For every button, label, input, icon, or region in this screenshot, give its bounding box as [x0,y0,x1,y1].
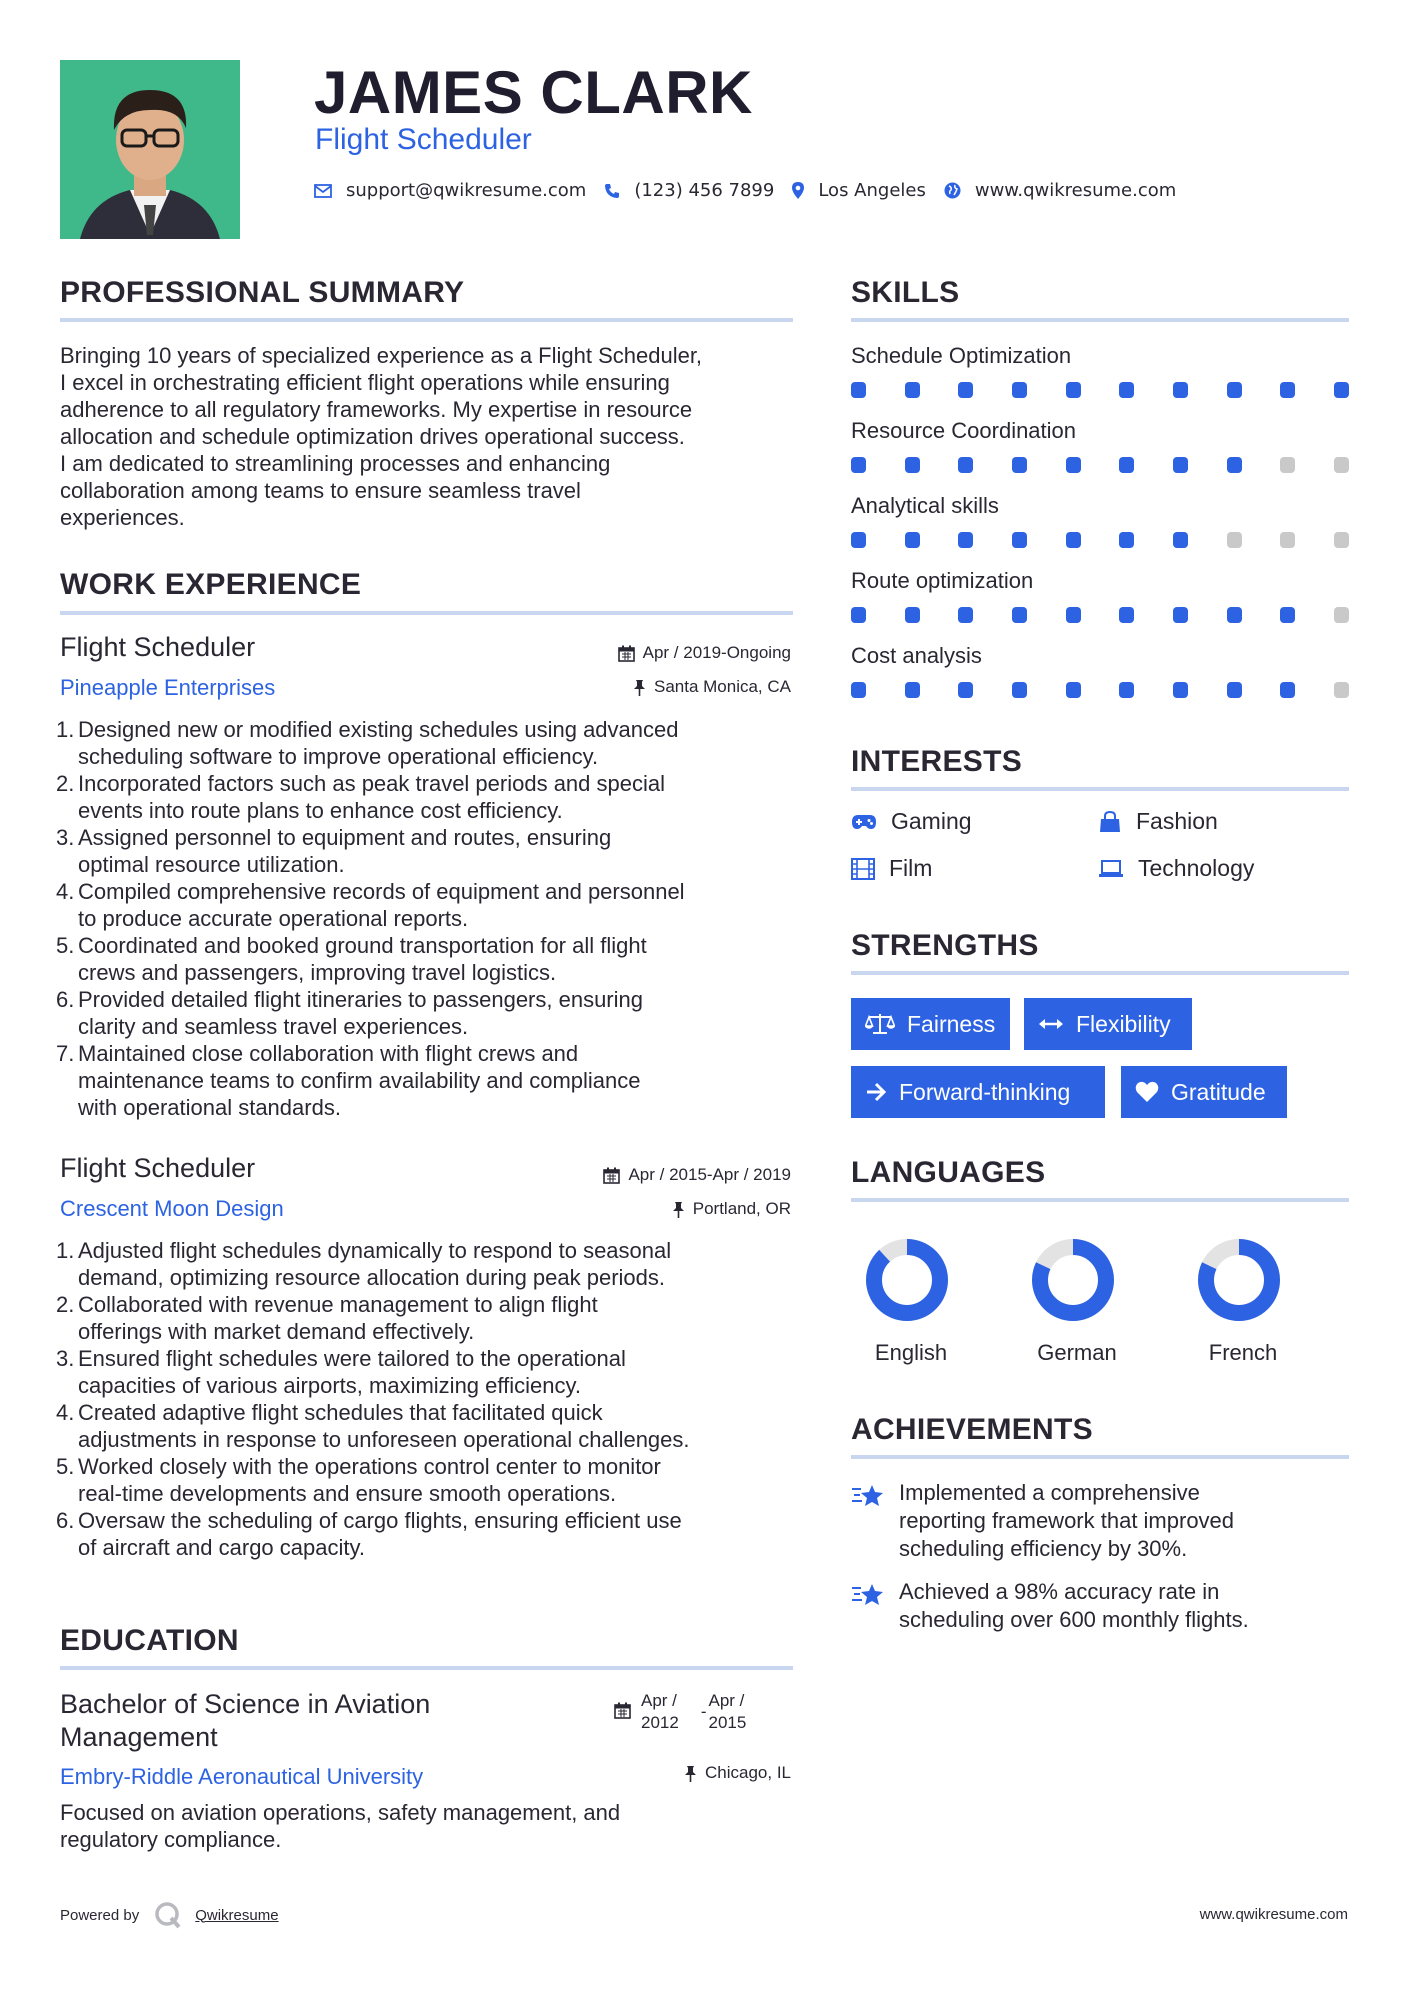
degree-title [60,1688,430,1754]
candidate-name: JAMES CLARK [314,59,753,126]
skill-dot-filled [1012,607,1027,623]
interest-label: Film [889,855,933,881]
skill-dot-filled [1119,457,1134,473]
gamepad-icon [851,813,877,831]
skill-dot-filled [958,682,973,698]
skill-dot-filled [905,682,920,698]
job-bullets [56,1237,796,1561]
skill-label: Resource Coordination [851,418,1077,443]
education-location [684,1763,791,1783]
arrows-horizontal-icon [1038,1017,1064,1031]
bullet-line: Created adaptive flight schedules that facilitated quick [78,1400,603,1425]
experience-rule [60,611,793,615]
shooting-star-icon [851,1582,885,1608]
edu-end-year: 2015 [708,1713,747,1732]
skill-dot-empty [1334,457,1349,473]
job-title: Flight Scheduler [60,1153,256,1183]
bullet-line: real-time developments and ensure smooth operations. [78,1481,617,1506]
skill-dot-empty [1280,532,1295,548]
interest-fashion [1098,808,1218,835]
strength-flexibility [1024,998,1192,1050]
skill-dot-empty [1334,682,1349,698]
experience-heading: WORK EXPERIENCE [60,568,362,601]
skill-rating [851,607,1349,623]
language-label: English [874,1340,948,1365]
contact-location [792,180,926,201]
edu-start [641,1690,679,1734]
summary-line: experiences. [60,505,185,530]
skill-dot-filled [1173,457,1188,473]
powered-by-text: Powered by [60,1906,140,1924]
bullet-number: 1. [56,717,75,742]
bullet-number: 6. [56,1508,75,1533]
achievement-item [851,1479,1351,1563]
bullet-number: 6. [56,987,75,1012]
job-bullets [56,716,796,1121]
pushpin-icon [684,1765,697,1782]
achievement-line: Implemented a comprehensive [899,1480,1200,1505]
bullet-line: Coordinated and booked ground transportation for all flight [78,933,647,958]
skill-dot-filled [1066,382,1081,398]
bullet-line: crews and passengers, improving travel logistics. [78,960,557,985]
skill-dot-filled [905,382,920,398]
profile-photo [60,60,240,239]
skill-dot-empty [1227,532,1242,548]
globe-icon [944,182,961,199]
bullet-line: capacities of various airports, maximizing efficiency. [78,1373,581,1398]
bullet-item [56,824,796,878]
contact-bar [314,180,1194,201]
bullet-number: 3. [56,825,75,850]
job-company: Crescent Moon Design [60,1196,284,1221]
skill-dot-filled [958,532,973,548]
summary-text [60,342,795,531]
envelope-icon [314,184,332,198]
strength-label: Fairness [907,1010,996,1037]
bullet-line: adjustments in response to unforeseen operational challenges. [78,1427,690,1452]
skill-dot-filled [1012,532,1027,548]
edu-start-year: 2012 [641,1713,679,1732]
bullet-item [56,1291,796,1345]
edu-end-month: Apr / [708,1691,745,1710]
skill-rating [851,457,1349,473]
skill-dot-empty [1334,607,1349,623]
bullet-item [56,716,796,770]
job-dates-text: Apr / 2019-Ongoing [642,643,791,662]
summary-line: allocation and schedule optimization drives operational success. [60,424,685,449]
skill-dot-filled [1012,682,1027,698]
languages-rule [851,1198,1349,1202]
skill-dot-filled [1173,532,1188,548]
bullet-number: 3. [56,1346,75,1371]
skill-dot-filled [1173,607,1188,623]
job-title: Flight Scheduler [60,632,256,662]
skill-dot-filled [851,532,866,548]
bullet-line: Assigned personnel to equipment and routes, ensuring [78,825,612,850]
language-label: German [1037,1340,1117,1365]
summary-line: I excel in orchestrating efficient flight operations while ensuring [60,370,670,395]
qwikresume-logo-icon [153,1900,183,1930]
bullet-line: Worked closely with the operations control center to monitor [78,1454,661,1479]
bullet-line: to produce accurate operational reports. [78,906,469,931]
skill-dot-filled [958,382,973,398]
bullet-number: 7. [56,1041,75,1066]
skill-label: Schedule Optimization [851,343,1072,368]
shooting-star-icon [851,1483,885,1509]
skill-dot-filled [1227,457,1242,473]
achievements-rule [851,1455,1349,1459]
strength-label: Flexibility [1076,1010,1171,1037]
job-location-text: Portland, OR [692,1199,791,1218]
skill-dot-filled [851,382,866,398]
skill-dot-filled [905,532,920,548]
education-heading: EDUCATION [60,1624,239,1657]
job-dates-text: Apr / 2015-Apr / 2019 [628,1165,791,1184]
bullet-number: 2. [56,771,75,796]
bullet-item [56,932,796,986]
skill-dot-filled [851,457,866,473]
skill-dot-filled [1119,682,1134,698]
skill-dot-filled [905,607,920,623]
education-location-text: Chicago, IL [705,1763,791,1782]
interests-heading: INTERESTS [851,745,1023,778]
bullet-line: Provided detailed flight itineraries to passengers, ensuring [78,987,643,1012]
job-dates [603,1165,791,1185]
bullet-line: Incorporated factors such as peak travel periods and special [78,771,665,796]
bullet-item [56,1399,796,1453]
calendar-icon [618,645,635,662]
strength-gratitude [1121,1066,1287,1118]
calendar-icon [603,1167,620,1184]
bullet-item [56,986,796,1040]
skill-dot-filled [1227,382,1242,398]
job-location [633,677,791,697]
skill-dot-filled [1012,382,1027,398]
bullet-line: Oversaw the scheduling of cargo flights, ensuring efficient use [78,1508,682,1533]
bullet-line: demand, optimizing resource allocation during peak periods. [78,1265,666,1290]
education-desc-line: regulatory compliance. [60,1827,282,1852]
map-marker-icon [792,182,804,199]
interest-technology [1098,855,1254,882]
strength-forward-thinking [851,1066,1105,1118]
skill-dot-filled [1227,607,1242,623]
bullet-line: scheduling software to improve operational efficiency. [78,744,599,769]
film-icon [851,858,875,880]
achievements-heading: ACHIEVEMENTS [851,1413,1093,1446]
bullet-line: Adjusted flight schedules dynamically to respond to seasonal [78,1238,672,1263]
edu-end [709,1690,747,1734]
interest-label: Technology [1138,855,1255,881]
arrow-right-icon [865,1082,887,1102]
bullet-line: maintenance teams to confirm availability and compliance [78,1068,641,1093]
bullet-number: 5. [56,1454,75,1479]
achievement-text [899,1578,1249,1634]
contact-email-text: support@qwikresume.com [346,180,587,201]
degree-line: Bachelor of Science in Aviation [60,1689,431,1719]
degree-line: Management [60,1722,218,1752]
languages-heading: LANGUAGES [851,1156,1046,1189]
footer-powered-by [60,1900,279,1930]
summary-line: I am dedicated to streamlining processes and enhancing [60,451,611,476]
bullet-line: with operational standards. [78,1095,341,1120]
candidate-title: Flight Scheduler [315,123,532,156]
contact-location-text: Los Angeles [818,180,926,201]
footer-website[interactable]: www.qwikresume.com [1199,1906,1348,1923]
skill-dot-filled [1334,382,1349,398]
interest-film [851,855,932,882]
job-dates [618,643,791,663]
education-desc-line: Focused on aviation operations, safety management, and [60,1800,621,1825]
contact-website[interactable] [944,180,1176,201]
language-label: French [1208,1340,1278,1365]
skill-dot-filled [1066,607,1081,623]
person-photo-icon [60,60,240,239]
bullet-item [56,878,796,932]
education-rule [60,1666,793,1670]
skill-dot-filled [1119,532,1134,548]
bullet-number: 4. [56,1400,75,1425]
bullet-line: of aircraft and cargo capacity. [78,1535,365,1560]
bullet-line: Ensured flight schedules were tailored to the operational [78,1346,626,1371]
bullet-line: clarity and seamless travel experiences. [78,1014,469,1039]
skill-dot-filled [958,607,973,623]
skill-dot-filled [1119,607,1134,623]
contact-phone-text: (123) 456 7899 [634,180,775,201]
skill-dot-empty [1280,457,1295,473]
contact-phone[interactable] [604,180,774,201]
interests-rule [851,787,1349,791]
bullet-item [56,770,796,824]
edu-date-dash: - [700,1702,707,1721]
strength-label: Gratitude [1171,1078,1266,1105]
pushpin-icon [633,679,646,696]
skill-dot-filled [1173,382,1188,398]
bullet-item [56,1237,796,1291]
bullet-line: events into route plans to enhance cost efficiency. [78,798,563,823]
skill-rating [851,532,1349,548]
skills-rule [851,318,1349,322]
strengths-heading: STRENGTHS [851,929,1039,962]
bullet-line: offerings with market demand effectively. [78,1319,475,1344]
skill-dot-filled [905,457,920,473]
skill-dot-filled [1280,607,1295,623]
skill-dot-filled [1066,532,1081,548]
summary-line: adherence to all regulatory frameworks. My expertise in resource [60,397,693,422]
summary-line: Bringing 10 years of specialized experience as a Flight Scheduler, [60,343,703,368]
skill-dot-filled [1227,682,1242,698]
summary-rule [60,318,793,322]
bullet-item [56,1507,796,1561]
interest-gaming [851,808,972,835]
strength-label: Forward-thinking [899,1078,1071,1105]
summary-heading: PROFESSIONAL SUMMARY [60,276,465,309]
shopping-bag-icon [1098,811,1122,833]
achievement-text [899,1479,1234,1563]
edu-start-month: Apr / [641,1691,677,1710]
language-rings [851,1230,1349,1330]
pushpin-icon [672,1201,685,1218]
skill-dot-filled [1119,382,1134,398]
education-dates [614,1690,746,1734]
contact-email[interactable] [314,180,586,201]
skills-heading: SKILLS [851,276,960,309]
contact-website-text: www.qwikresume.com [974,180,1177,201]
skill-dot-filled [958,457,973,473]
skill-dot-filled [1173,682,1188,698]
skill-dot-filled [1280,682,1295,698]
skill-label: Route optimization [851,568,1034,593]
skill-label: Cost analysis [851,643,982,668]
bullet-item [56,1453,796,1507]
bullet-line: Designed new or modified existing schedules using advanced [78,717,679,742]
bullet-number: 4. [56,879,75,904]
phone-icon [604,183,620,199]
achievement-item [851,1578,1351,1634]
achievement-line: scheduling over 600 monthly flights. [899,1607,1249,1632]
job-company: Pineapple Enterprises [60,675,276,700]
laptop-icon [1098,859,1124,879]
bullet-number: 1. [56,1238,75,1263]
achievement-line: Achieved a 98% accuracy rate in [899,1579,1220,1604]
skill-dot-filled [851,607,866,623]
heart-icon [1135,1081,1159,1103]
achievement-line: scheduling efficiency by 30%. [899,1536,1188,1561]
skill-dot-filled [1280,382,1295,398]
school-name: Embry-Riddle Aeronautical University [60,1764,424,1789]
skill-rating [851,382,1349,398]
bullet-number: 2. [56,1292,75,1317]
skill-dot-filled [1066,682,1081,698]
skill-label: Analytical skills [851,493,999,518]
skill-dot-filled [1066,457,1081,473]
brand-link[interactable]: Qwikresume [195,1906,279,1924]
strength-fairness [851,998,1010,1050]
interest-label: Gaming [891,808,972,834]
skill-rating [851,682,1349,698]
skill-dot-empty [1334,532,1349,548]
skill-dot-filled [851,682,866,698]
bullet-item [56,1040,796,1121]
strengths-rule [851,971,1349,975]
language-ring-fill [874,1247,940,1313]
bullet-item [56,1345,796,1399]
calendar-icon [614,1702,631,1719]
bullet-number: 5. [56,933,75,958]
summary-line: collaboration among teams to ensure seamless travel [60,478,581,503]
education-description [60,1799,795,1853]
bullet-line: Collaborated with revenue management to align flight [78,1292,598,1317]
bullet-line: Maintained close collaboration with flight crews and [78,1041,579,1066]
interest-label: Fashion [1136,808,1218,834]
balance-scale-icon [865,1013,895,1035]
job-location [672,1199,791,1219]
achievement-line: reporting framework that improved [899,1508,1235,1533]
skill-dot-filled [1012,457,1027,473]
job-location-text: Santa Monica, CA [653,677,791,696]
bullet-line: Compiled comprehensive records of equipment and personnel [78,879,685,904]
bullet-line: optimal resource utilization. [78,852,345,877]
